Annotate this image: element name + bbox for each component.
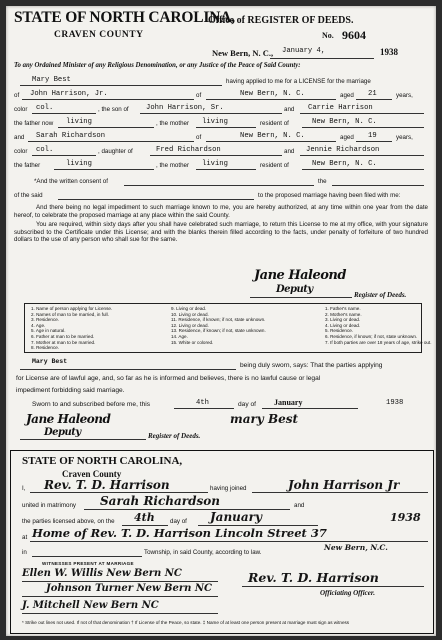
witnesses-header: WITNESSES PRESENT AT MARRIAGE bbox=[42, 561, 134, 566]
groom-age: 21 bbox=[368, 90, 377, 98]
bride-name: Sarah Richardson bbox=[36, 132, 106, 140]
officiating-label: Officiating Officer. bbox=[320, 589, 375, 597]
label-of-groom: of bbox=[14, 92, 20, 99]
authorization-paragraph: And there being no legal impediment to such marriage known to me, you are hereby authorized, at any time within one year from the date hereof, to celebrate the proposed marriage at any place within the said County. bbox=[14, 204, 428, 219]
officiant-signature: Rev. T. D. Harrison bbox=[248, 570, 379, 585]
bride-father: Fred Richardson bbox=[156, 146, 221, 154]
register-label: Register of Deeds. bbox=[354, 291, 407, 299]
deputy-signature-2: Deputy bbox=[44, 427, 81, 438]
groom-father-status: living bbox=[66, 118, 92, 126]
certificate-officiant: Rev. T. D. Harrison bbox=[44, 478, 170, 492]
instructions-col1: 1. Name of person applying for License. 2. Names of man to be married, in full. 3. Residence. 4. Age. 5. Age in natural. 6. Father at man to be married. 7. Mother at man to be married. 8. Residence. bbox=[31, 306, 113, 351]
groom-color: col. bbox=[36, 104, 54, 112]
groom-parents-residence: New Bern, N. C. bbox=[312, 118, 377, 126]
sworn-text: Sworn to and subscribed before me, this bbox=[32, 401, 151, 408]
register-signature-2: Jane Haleond bbox=[26, 412, 111, 426]
affidavit-text-3: impediment forbidding said marriage. bbox=[16, 387, 125, 394]
instructions-col2: 9. Living or dead. 10. Living or dead. 11. Residence, if known; if not, state unknown. 12. Living or dead. 13. Residence, if known; if not, state unknown. 14. Age. 15. White or colored. bbox=[171, 306, 266, 345]
witness-1: Ellen W. Willis New Bern NC bbox=[22, 568, 182, 579]
instructions-col3: 1. Father's name. 2. Mother's name. 3. Living or dead. 4. Living or dead. 5. Residence. 6. Residence, if known; if not, state unknown. 7. If both parties are over 18 years of age, strike out. bbox=[325, 306, 432, 345]
bride-age: 19 bbox=[368, 132, 377, 140]
witness-3: J. Mitchell New Bern NC bbox=[22, 600, 159, 611]
license-address: To any Ordained Minister of any Religious Denomination, or any Justice of the Peace of Said County: bbox=[14, 62, 301, 69]
certificate-county: Craven County bbox=[62, 469, 122, 479]
license-number-label: No. bbox=[322, 31, 334, 40]
header-date: January 4, bbox=[282, 47, 326, 55]
sworn-month: January bbox=[274, 398, 303, 407]
affiant-signature: mary Best bbox=[230, 412, 299, 426]
bride-color: col. bbox=[36, 146, 54, 154]
bride-father-status: living bbox=[66, 160, 92, 168]
license-number: 9604 bbox=[342, 28, 366, 42]
witness-2: Johnson Turner New Bern NC bbox=[46, 583, 212, 594]
groom-name: John Harrison, Jr. bbox=[30, 90, 108, 98]
applied-text: having applied to me for a LICENSE for the marriage bbox=[226, 78, 371, 85]
register-signature: Jane Haleond bbox=[254, 268, 346, 283]
certificate-location: Home of Rev. T. D. Harrison Lincoln Street 37 bbox=[32, 526, 327, 540]
certificate-footnote: * Strike out lines not used. If not of that denomination † If License of the Peace, so state. ‡ Name of at least one person present at marriage must sign as witness bbox=[22, 620, 350, 625]
affidavit-text-1: being duly sworn, says: That the parties applying bbox=[240, 362, 383, 369]
groom-mother-status: living bbox=[202, 118, 228, 126]
return-paragraph: You are required, within sixty days after you shall have celebrated such marriage, to return this License to me at my office, with your signature subscribed to the Certificate under this License; and with the blanks therein filled according to the facts, under penalty of forfeiture of two hundred dollars to the use of any person who shall sue for the same. bbox=[14, 221, 428, 244]
certificate-groom: John Harrison Jr bbox=[288, 478, 400, 492]
marriage-license-document: STATE OF NORTH CAROLINA, CRAVEN COUNTY Office of REGISTER OF DEEDS. No. 9604 New Bern, N. C., January 4, 1938 To any Ordained Minister of any Religious Denomination, or any Justice of the Peace of Said County: Mary Best having applied to me for a LICENSE for the marriage of John Harrison, Jr. of New Bern, N. C. aged 21 years, color col. , the son of John Harrison, Sr. and Carrie Harrison the father now living , the mother living resident of New Bern, N. C. and Sarah Richardson of New Bern, N. C. aged 19 years, color col. , daughter of Fred Richardson and Jennie Richardson the father living , the mother living resident of New Bern, N. C. *And the written consent of the of the said to the proposed marriage having been filed with me: And there being no legal impediment to such marriage known to me, you are hereby authorized, at any time within one year from the date hereof, to celebrate the proposed marriage at any place within the said County. You are required, within sixty days after you shall have celebrated such marriage, to return this License to me at my office, with your signature subscribed to the Certificate under this License; and with the blanks therein filled according to the facts, under penalty of forfeiture of two hundred dollars to the use of any person who shall sue for the same. Jane Haleond Deputy Register of Deeds. 1. Name of person applying for License. 2. Names of man to be married, in full. 3. Residence. 4. Age. 5. Age in natural. 6. Father at man to be married. 7. Mother at man to be married. 8. Residence. 9. Living or dead. 10. Living or dead. 11. Residence, if known; if not, state unknown. 12. Living or dead. 13. Residence, if known; if not, state unknown. 14. Age. 15. White or colored. 1. Father's name. 2. Mother's name. 3. Living or dead. 4. Living or dead. 5. Residence. 6. Residence, if known; if not, state unknown. 7. If both parties are over 18 years of age, strike out. Mary Best being duly sworn, says: That the parties applying for License are of lawful age, and, so far as he is informed and believes, there is no lawful cause or legal impediment forbidding said marriage. Sworn to and subscribed before me, this 4th day of January 1938 mary Best Jane Haleond Deputy Register of Deeds. STATE OF NORTH CAROLINA, Craven County I, Rev. T. D. Harrison having joined John Harrison Jr united in matrimony Sarah Richardson and the parties licensed above, on the 4th day of January 1938 at Home of Rev. T. D. Harrison Lincoln Street 37 in Township, in said County, according to law. New Bern, N.C. WITNESSES PRESENT AT MARRIAGE Ellen W. Willis New Bern NC Johnson Turner New Bern NC J. Mitchell New Bern NC Rev. T. D. Harrison Officiating Officer. * Strike out lines not used. If not of that denomination † If License of the Peace, so state. ‡ Name of at least one person present at marriage must sign as witness bbox=[6, 6, 436, 636]
register-label-2: Register of Deeds. bbox=[148, 432, 201, 440]
groom-father: John Harrison, Sr. bbox=[146, 104, 224, 112]
header-year: 1938 bbox=[380, 47, 398, 57]
header-place: New Bern, N. C., bbox=[212, 48, 274, 58]
certificate-town: New Bern, N.C. bbox=[324, 543, 388, 552]
consent-line: *And the written consent of bbox=[34, 178, 108, 185]
header-state: STATE OF NORTH CAROLINA, bbox=[14, 9, 235, 26]
instructions-box bbox=[24, 303, 432, 353]
applicant-name: Mary Best bbox=[32, 76, 71, 84]
certificate-bride: Sarah Richardson bbox=[100, 494, 220, 508]
township-text: Township, in said County, according to law. bbox=[144, 549, 262, 556]
bride-parents-residence: New Bern, N. C. bbox=[312, 160, 377, 168]
bride-residence: New Bern, N. C. bbox=[240, 132, 305, 140]
affiant-name: Mary Best bbox=[32, 358, 68, 365]
bride-mother-status: living bbox=[202, 160, 228, 168]
certificate-state: STATE OF NORTH CAROLINA, bbox=[22, 455, 183, 467]
affidavit-text-2: for License are of lawful age, and, so far as he is informed and believes, there is no lawful cause or legal bbox=[16, 375, 321, 382]
proposed-line: to the proposed marriage having been filed with me: bbox=[258, 192, 401, 199]
deputy-signature: Deputy bbox=[276, 284, 313, 295]
bride-mother: Jennie Richardson bbox=[306, 146, 380, 154]
header-office: Office of REGISTER OF DEEDS. bbox=[208, 15, 354, 26]
certificate-year: 1938 bbox=[390, 511, 421, 524]
certificate-day: 4th bbox=[134, 511, 155, 524]
sworn-year: 1938 bbox=[386, 399, 404, 407]
groom-mother: Carrie Harrison bbox=[308, 104, 373, 112]
header-county: CRAVEN COUNTY bbox=[54, 30, 144, 40]
certificate-month: January bbox=[210, 510, 262, 524]
sworn-day: 4th bbox=[196, 399, 209, 407]
of-said-line: of the said bbox=[14, 192, 43, 199]
groom-residence: New Bern, N. C. bbox=[240, 90, 305, 98]
